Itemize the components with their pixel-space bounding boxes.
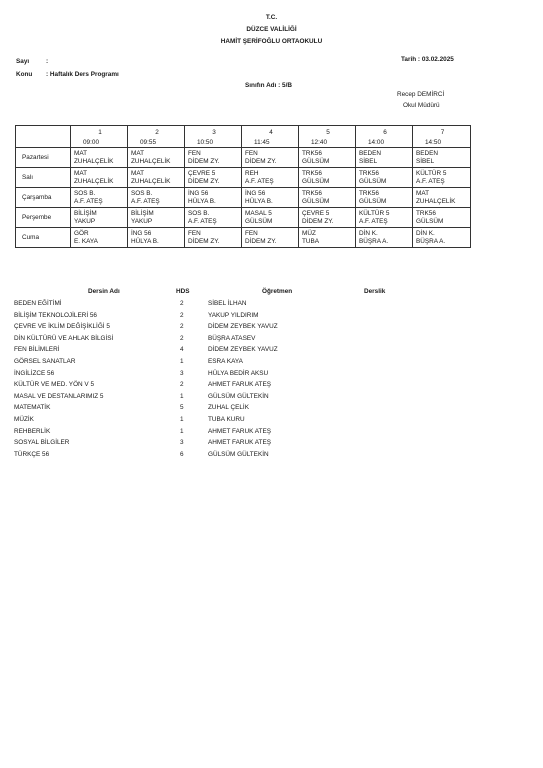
cell-subject: BİLİŞİM [74,209,97,217]
cell-teacher: A.F. ATEŞ [359,217,388,225]
schedule-cell [242,148,299,168]
cell-subject: MAT [416,189,430,197]
lesson-hours: 2 [180,334,184,342]
period-time: 14:00 [356,138,413,148]
schedule-table [15,125,471,248]
cell-teacher: DİDEM ZY. [188,177,220,185]
schedule-cell [185,148,242,168]
period-time: 09:55 [128,138,185,148]
col-hours: HDS [176,288,190,295]
lesson-hours: 2 [180,300,184,307]
schedule-cell [299,188,356,208]
schedule-cell [128,188,185,208]
lesson-hours: 1 [180,427,184,435]
lesson-teacher: GÜLSÜM GÜLTEKİN [208,450,269,458]
schedule-cell [356,148,413,168]
period-number: 3 [185,126,242,139]
cell-subject: GÖR [74,229,89,237]
schedule-cell [128,208,185,228]
lesson-name: REHBERLİK [14,427,51,435]
schedule-cell [242,228,299,248]
lesson-name: MÜZİK [14,416,34,423]
cell-teacher: SİBEL [359,157,378,165]
period-number: 2 [128,126,185,139]
day-name: Çarşamba [16,188,71,208]
schedule-cell [413,168,471,188]
lesson-name: BİLİŞİM TEKNOLOJİLERİ 56 [14,311,97,319]
schedule-cell [185,188,242,208]
period-number: 6 [356,126,413,139]
period-time: 10:50 [185,138,242,148]
konu-value: : Haftalık Ders Programı [46,71,119,78]
cell-subject: DİN K. [359,229,378,237]
cell-teacher: ZUHALÇELİK [74,157,114,165]
lesson-name: SOSYAL BİLGİLER [14,439,70,447]
lesson-teacher: ESRA KAYA [208,358,243,365]
schedule-cell [242,168,299,188]
cell-subject: TRK56 [302,189,322,197]
cell-teacher: GÜLSÜM [302,197,330,205]
lesson-teacher: DİDEM ZEYBEK YAVUZ [208,323,278,331]
cell-subject: MAT [131,169,145,177]
lesson-hours: 1 [180,416,184,423]
lesson-teacher: BÜŞRA ATASEV [208,334,256,342]
cell-teacher: DİDEM ZY. [188,237,220,245]
cell-subject: TRK56 [302,149,322,157]
lesson-name: DİN KÜLTÜRÜ VE AHLAK BİLGİSİ [14,334,114,342]
cell-subject: ÇEVRE 5 [302,209,330,217]
cell-subject: KÜLTÜR 5 [359,209,390,217]
cell-teacher: ZUHALÇELİK [74,177,114,185]
cell-teacher: TUBA [302,237,320,245]
schedule-cell [299,168,356,188]
cell-teacher: YAKUP [74,217,96,225]
schedule-cell [71,168,128,188]
schedule-cell [128,168,185,188]
day-name: Cuma [16,228,71,248]
schedule-cell [71,148,128,168]
cell-teacher: GÜLSÜM [302,177,330,185]
class-name: Sınıfın Adı : 5/B [245,82,292,89]
schedule-cell [185,228,242,248]
day-name: Perşembe [16,208,71,228]
cell-teacher: YAKUP [131,217,153,225]
day-name: Pazartesi [16,148,71,168]
schedule-row [16,228,471,248]
period-number: 4 [242,126,299,139]
schedule-cell [242,188,299,208]
lesson-name: ÇEVRE VE İKLİM DEĞİŞİKLİĞİ 5 [14,323,110,331]
lesson-name: TÜRKÇE 56 [14,450,50,458]
principal-name: Recep DEMİRCİ [397,91,445,98]
lesson-hours: 4 [180,346,184,354]
corner-cell [16,138,71,148]
tarih: Tarih : 03.02.2025 [401,56,454,63]
cell-teacher: HÜLYA B. [245,197,273,205]
cell-teacher: BÜŞRA A. [416,237,446,245]
cell-teacher: E. KAYA [74,237,98,245]
schedule-cell [185,168,242,188]
cell-subject: REH [245,169,259,177]
period-number: 7 [413,126,471,139]
cell-teacher: ZUHALÇELİK [131,177,171,185]
lesson-name: MASAL VE DESTANLARIMIZ 5 [14,392,104,400]
cell-subject: BEDEN [359,149,382,157]
cell-subject: MÜZ [302,229,316,237]
col-room: Derslik [364,288,386,295]
lesson-hours: 1 [180,358,184,365]
period-time: 14:50 [413,138,471,148]
cell-teacher: HÜLYA B. [131,237,159,245]
cell-subject: ÇEVRE 5 [188,169,216,177]
lesson-hours: 2 [180,323,184,331]
lesson-name: KÜLTÜR VE MED. YÖN V 5 [14,381,95,389]
lesson-hours: 3 [180,369,184,377]
corner-cell [16,126,71,139]
header-school: HAMİT ŞERİFOĞLU ORTAOKULU [220,38,323,45]
schedule-cell [185,208,242,228]
cell-subject: FEN [245,149,258,157]
schedule-cell [71,188,128,208]
schedule-cell [413,228,471,248]
schedule-cell [413,188,471,208]
cell-teacher: BÜŞRA A. [359,237,389,245]
lesson-hours: 3 [180,439,184,447]
lesson-teacher: HÜLYA BEDİR AKSU [208,369,269,377]
cell-teacher: A.F. ATEŞ [74,197,103,205]
cell-subject: FEN [188,229,201,237]
cell-subject: SOS B. [74,189,96,197]
cell-subject: TRK56 [359,169,379,177]
lesson-hours: 1 [180,392,184,400]
sayi-label: Sayı [16,58,30,65]
lesson-teacher: TUBA KURU [208,416,245,423]
cell-teacher: DİDEM ZY. [188,157,220,165]
cell-teacher: HÜLYA B. [188,197,216,205]
cell-teacher: A.F. ATEŞ [188,217,217,225]
cell-subject: İNG 56 [131,229,152,237]
cell-subject: TRK56 [416,209,436,217]
cell-teacher: A.F. ATEŞ [131,197,160,205]
cell-teacher: A.F. ATEŞ [245,177,274,185]
schedule-row [16,188,471,208]
schedule-cell [413,208,471,228]
lesson-teacher: AHMET FARUK ATEŞ [208,427,271,435]
schedule-cell [128,148,185,168]
cell-subject: SOS B. [131,189,153,197]
cell-subject: KÜLTÜR 5 [416,169,447,177]
cell-teacher: DİDEM ZY. [302,217,334,225]
cell-subject: İNG 56 [245,189,266,197]
cell-teacher: GÜLSÜM [416,217,444,225]
day-name: Salı [16,168,71,188]
schedule-row [16,168,471,188]
schedule-cell [71,228,128,248]
schedule-row [16,208,471,228]
lesson-name: FEN BİLİMLERİ [14,346,60,354]
principal-title: Okul Müdürü [403,102,440,109]
lesson-teacher: GÜLSÜM GÜLTEKİN [208,392,269,400]
schedule-cell [356,208,413,228]
col-lesson-name: Dersin Adı [88,288,120,295]
lesson-hours: 5 [180,404,184,412]
lesson-name: MATEMATİK [14,404,51,412]
cell-teacher: DİDEM ZY. [245,157,277,165]
cell-subject: TRK56 [302,169,322,177]
schedule-cell [413,148,471,168]
cell-teacher: GÜLSÜM [359,177,387,185]
lesson-teacher: ZUHAL ÇELİK [208,404,249,412]
period-number: 5 [299,126,356,139]
cell-teacher: GÜLSÜM [245,217,273,225]
schedule-cell [299,228,356,248]
cell-subject: DİN K. [416,229,435,237]
cell-teacher: ZUHALÇELİK [416,197,456,205]
schedule-cell [356,188,413,208]
schedule-row [16,148,471,168]
cell-teacher: ZUHALÇELİK [131,157,171,165]
cell-teacher: DİDEM ZY. [245,237,277,245]
cell-teacher: SİBEL [416,157,435,165]
lesson-name: İNGİLİZCE 56 [14,369,55,377]
cell-subject: FEN [245,229,258,237]
cell-teacher: GÜLSÜM [359,197,387,205]
schedule-cell [356,168,413,188]
lesson-name: GÖRSEL SANATLAR [14,358,76,365]
lesson-teacher: AHMET FARUK ATEŞ [208,439,271,447]
cell-subject: BİLİŞİM [131,209,154,217]
schedule-cell [356,228,413,248]
cell-subject: MAT [131,149,145,157]
schedule-cell [128,228,185,248]
lesson-name: BEDEN EĞİTİMİ [14,300,62,307]
cell-teacher: GÜLSÜM [302,157,330,165]
schedule-cell [71,208,128,228]
header-tc: T.C. [265,14,278,21]
cell-subject: İNG 56 [188,189,209,197]
lesson-hours: 6 [180,450,184,458]
col-teacher: Öğretmen [262,288,293,295]
cell-subject: SOS B. [188,209,210,217]
period-time: 11:45 [242,138,299,148]
cell-subject: MAT [74,149,88,157]
period-time: 09:00 [71,138,128,148]
schedule-cell [299,208,356,228]
lesson-teacher: AHMET FARUK ATEŞ [208,381,271,389]
cell-teacher: A.F. ATEŞ [416,177,445,185]
konu-label: Konu [16,71,33,78]
schedule-cell [242,208,299,228]
schedule-cell [299,148,356,168]
lesson-teacher: YAKUP YILDIRIM [208,311,259,319]
header-valilik: DÜZCE VALİLİĞİ [246,26,297,33]
cell-subject: MAT [74,169,88,177]
lesson-hours: 2 [180,311,184,319]
period-number: 1 [71,126,128,139]
cell-subject: FEN [188,149,201,157]
cell-subject: MASAL 5 [245,209,272,217]
cell-subject: TRK56 [359,189,379,197]
period-time: 12:40 [299,138,356,148]
lesson-hours: 2 [180,381,184,389]
lesson-teacher: DİDEM ZEYBEK YAVUZ [208,346,278,354]
lesson-teacher: SİBEL İLHAN [208,300,247,307]
sayi-value: : [46,58,49,65]
cell-subject: BEDEN [416,149,439,157]
